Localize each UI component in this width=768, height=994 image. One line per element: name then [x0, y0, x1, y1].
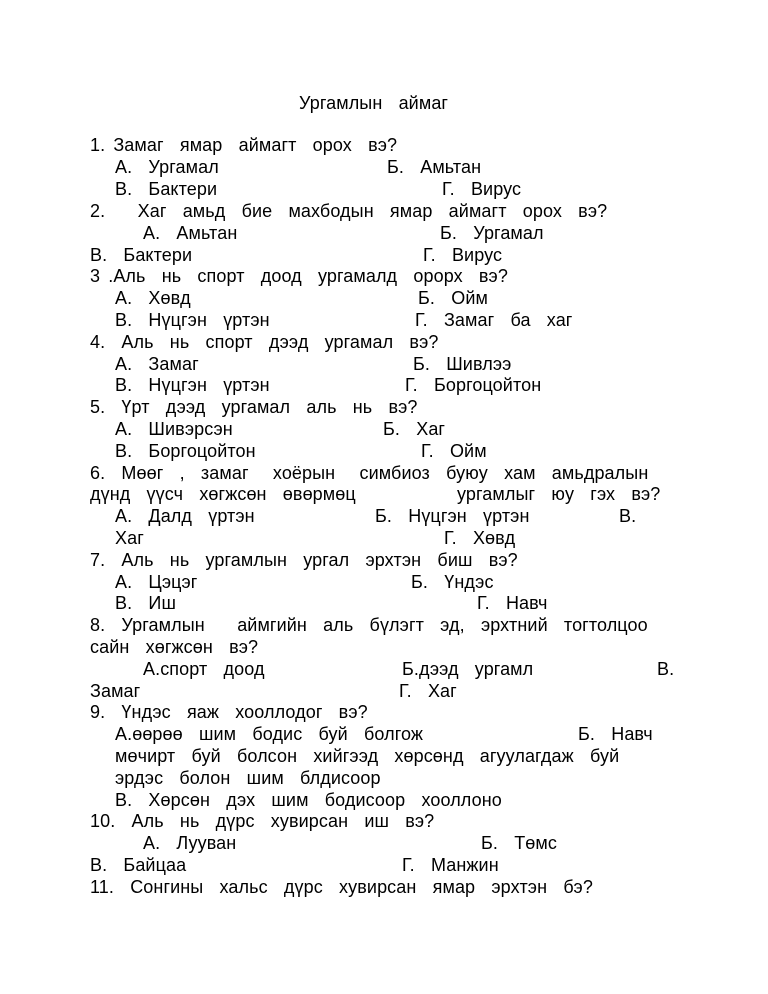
- line-29: мөчирт буй болсон хийгээд хөрсөнд агуулагдаж буй: [115, 746, 620, 766]
- line-24: сайн хөгжсөн вэ?: [90, 637, 259, 657]
- line-1: 1. Замаг ямар аймагт орох вэ?: [90, 135, 398, 155]
- line-28a: А.өөрөө шим бодис буй болгож: [115, 724, 424, 744]
- line-34a: В. Байцаа: [90, 855, 187, 875]
- line-15b: Г. Ойм: [421, 441, 487, 461]
- line-30: эрдэс болон шим блдисоор: [115, 768, 381, 788]
- line-12a: В. Нүцгэн үртэн: [115, 375, 270, 395]
- line-14b: Б. Хаг: [383, 419, 446, 439]
- line-21a: А. Цэцэг: [115, 572, 198, 592]
- line-7: 3 .Аль нь спорт доод ургамалд орорх вэ?: [90, 266, 508, 286]
- line-12b: Г. Боргоцойтон: [405, 375, 542, 395]
- line-22b: Г. Навч: [477, 593, 548, 613]
- line-6a: В. Бактери: [90, 245, 193, 265]
- line-26a: Замаг: [90, 681, 141, 701]
- line-31: В. Хөрсөн дэх шим бодисоор хооллоно: [115, 790, 502, 810]
- line-20: 7. Аль нь ургамлын ургал эрхтэн биш вэ?: [90, 550, 518, 570]
- line-8b: Б. Ойм: [418, 288, 488, 308]
- line-32: 10. Аль нь дүрс хувирсан иш вэ?: [90, 811, 435, 831]
- line-11b: Б. Шивлээ: [413, 354, 512, 374]
- line-17b: ургамлыг юу гэх вэ?: [457, 484, 661, 504]
- line-21b: Б. Үндэс: [411, 572, 494, 592]
- line-9a: В. Нүцгэн үртэн: [115, 310, 270, 330]
- line-35: 11. Сонгины хальс дүрс хувирсан ямар эрхтэн бэ?: [90, 877, 593, 897]
- line-3a: В. Бактери: [115, 179, 218, 199]
- line-34b: Г. Манжин: [402, 855, 499, 875]
- line-5b: Б. Ургамал: [440, 223, 544, 243]
- line-18a: А. Далд үртэн: [115, 506, 255, 526]
- line-3b: Г. Вирус: [442, 179, 522, 199]
- page-title: Ургамлын аймаг: [299, 93, 449, 113]
- line-10: 4. Аль нь спорт дээд ургамал вэ?: [90, 332, 439, 352]
- line-18b: Б. Нүцгэн үртэн: [375, 506, 530, 526]
- line-6b: Г. Вирус: [423, 245, 503, 265]
- line-19b: Г. Хөвд: [444, 528, 516, 548]
- line-25b: Б.дээд ургамл: [402, 659, 534, 679]
- line-25c: В.: [657, 659, 675, 679]
- line-16: 6. Мөөг , замаг хоёрын симбиоз буюу хам амьдралын: [90, 463, 649, 483]
- line-33b: Б. Төмс: [481, 833, 557, 853]
- line-26b: Г. Хаг: [399, 681, 457, 701]
- line-14a: А. Шивэрсэн: [115, 419, 233, 439]
- line-15a: В. Боргоцойтон: [115, 441, 256, 461]
- line-23: 8. Ургамлын аймгийн аль бүлэгт эд, эрхтний тогтолцоо: [90, 615, 648, 635]
- line-28b: Б. Навч: [578, 724, 653, 744]
- line-18c: В.: [619, 506, 637, 526]
- line-17a: дүнд үүсч хөгжсөн өвөрмөц: [90, 484, 356, 504]
- line-9b: Г. Замаг ба хаг: [415, 310, 573, 330]
- line-2a: А. Ургамал: [115, 157, 219, 177]
- line-5a: А. Амьтан: [143, 223, 238, 243]
- line-8a: А. Хөвд: [115, 288, 191, 308]
- line-11a: А. Замаг: [115, 354, 199, 374]
- line-33a: А. Лууван: [143, 833, 237, 853]
- line-22a: В. Иш: [115, 593, 176, 613]
- line-4: 2. Хаг амьд бие махбодын ямар аймагт орох вэ?: [90, 201, 608, 221]
- line-25a: А.спорт доод: [143, 659, 265, 679]
- line-19a: Хаг: [115, 528, 144, 548]
- line-13: 5. Үрт дээд ургамал аль нь вэ?: [90, 397, 418, 417]
- line-27: 9. Үндэс яаж хооллодог вэ?: [90, 702, 368, 722]
- line-2b: Б. Амьтан: [387, 157, 482, 177]
